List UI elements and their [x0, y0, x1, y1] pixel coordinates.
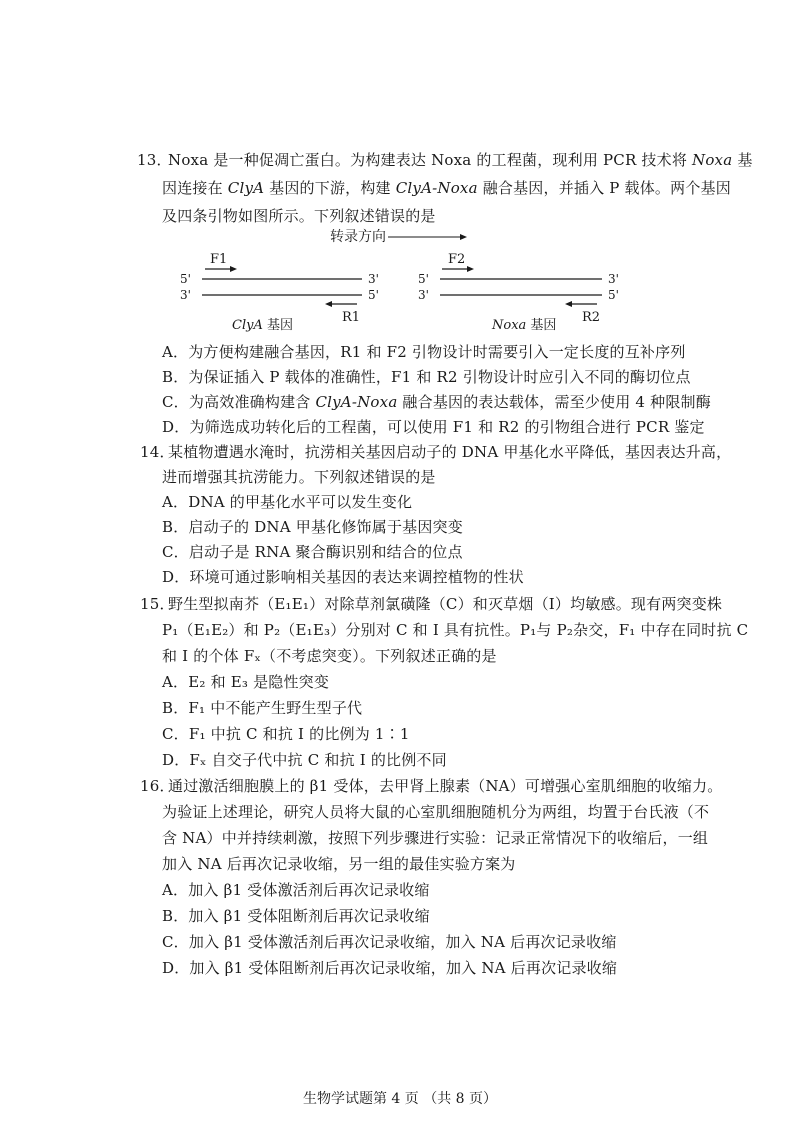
q16-option-a: A．加入 β1 受体激活剂后再次记录收缩	[162, 881, 430, 899]
q13-stem-line-3: 及四条引物如图所示。下列叙述错误的是	[162, 207, 436, 225]
f1-label: F1	[210, 252, 228, 267]
q16-number: 16．	[140, 777, 175, 795]
clya-gene-label: ClyA 基因	[232, 318, 293, 333]
q13-number: 13．	[137, 151, 172, 169]
page-footer: 生物学试题第 4 页 （共 8 页）	[302, 1091, 498, 1107]
noxa-gene-label: Noxa 基因	[492, 318, 557, 333]
q16-stem-line-1: 通过激活细胞膜上的 β1 受体，去甲肾上腺素（NA）可增强心室肌细胞的收缩力。	[168, 777, 723, 795]
q13-option-d: D．为筛选成功转化后的工程菌，可以使用 F1 和 R2 的引物组合进行 PCR 鉴定	[162, 418, 705, 436]
noxa-5-bottom: 5'	[608, 288, 619, 302]
clya-3-top: 3'	[368, 272, 379, 286]
q16-option-c: C．加入 β1 受体激活剂后再次记录收缩，加入 NA 后再次记录收缩	[162, 933, 617, 951]
q15-option-d: D．Fₓ 自交子代中抗 C 和抗 I 的比例不同	[162, 751, 447, 769]
q14-option-b: B．启动子的 DNA 甲基化修饰属于基因突变	[162, 518, 463, 536]
q13-option-c: C．为高效准确构建含 ClyA-Noxa 融合基因的表达载体，需至少使用 4 种限制酶	[162, 393, 711, 411]
q13-option-a: A．为方便构建融合基因，R1 和 F2 引物设计时需要引入一定长度的互补序列	[162, 343, 686, 361]
q15-number: 15．	[140, 595, 175, 613]
q13-option-b: B．为保证插入 P 载体的准确性，F1 和 R2 引物设计时应引入不同的酶切位点	[162, 368, 691, 386]
r1-label: R1	[342, 310, 361, 325]
q16-option-b: B．加入 β1 受体阻断剂后再次记录收缩	[162, 907, 430, 925]
q16-option-d: D．加入 β1 受体阻断剂后再次记录收缩，加入 NA 后再次记录收缩	[162, 959, 618, 977]
noxa-3-bottom: 3'	[418, 288, 429, 302]
q16-stem-line-2: 为验证上述理论，研究人员将大鼠的心室肌细胞随机分为两组，均置于台氏液（不	[162, 803, 710, 821]
q14-option-c: C．启动子是 RNA 聚合酶识别和结合的位点	[162, 543, 463, 561]
q15-option-a: A．E₂ 和 E₃ 是隐性突变	[162, 673, 330, 691]
q14-stem-line-1: 某植物遭遇水淹时，抗涝相关基因启动子的 DNA 甲基化水平降低，基因表达升高，	[168, 443, 732, 461]
q16-stem-line-4: 加入 NA 后再次记录收缩，另一组的最佳实验方案为	[162, 855, 516, 873]
direction-label: 转录方向	[330, 229, 386, 245]
noxa-5-top: 5'	[418, 272, 429, 286]
q14-option-a: A．DNA 的甲基化水平可以发生变化	[162, 493, 413, 511]
clya-3-bottom: 3'	[180, 288, 191, 302]
q15-option-c: C．F₁ 中抗 C 和抗 I 的比例为 1∶1	[162, 725, 410, 743]
q15-stem-line-1: 野生型拟南芥（E₁E₁）对除草剂氯磺隆（C）和灭草烟（I）均敏感。现有两突变株	[168, 595, 723, 613]
q15-stem-line-3: 和 I 的个体 Fₓ（不考虑突变）。下列叙述正确的是	[162, 647, 497, 665]
q14-number: 14．	[140, 443, 175, 461]
primer-diagram	[170, 225, 630, 335]
r2-label: R2	[582, 310, 601, 325]
noxa-3-top: 3'	[608, 272, 619, 286]
q14-option-d: D．环境可通过影响相关基因的表达来调控植物的性状	[162, 568, 524, 586]
q16-stem-line-3: 含 NA）中并持续刺激，按照下列步骤进行实验：记录正常情况下的收缩后，一组	[162, 829, 709, 847]
clya-5-top: 5'	[180, 272, 191, 286]
f2-label: F2	[448, 252, 466, 267]
q13-stem-line-2: 因连接在 ClyA 基因的下游，构建 ClyA-Noxa 融合基因，并插入 P 载体。两个基因	[162, 179, 731, 197]
q15-stem-line-2: P₁（E₁E₂）和 P₂（E₁E₃）分别对 C 和 I 具有抗性。P₁与 P₂杂交，F₁ 中存在同时抗 C	[162, 621, 749, 639]
q14-stem-line-2: 进而增强其抗涝能力。下列叙述错误的是	[162, 468, 436, 486]
clya-5-bottom: 5'	[368, 288, 379, 302]
q13-stem-line-1: Noxa 是一种促凋亡蛋白。为构建表达 Noxa 的工程菌，现利用 PCR 技术将 Noxa 基	[168, 151, 753, 169]
q15-option-b: B．F₁ 中不能产生野生型子代	[162, 699, 363, 717]
